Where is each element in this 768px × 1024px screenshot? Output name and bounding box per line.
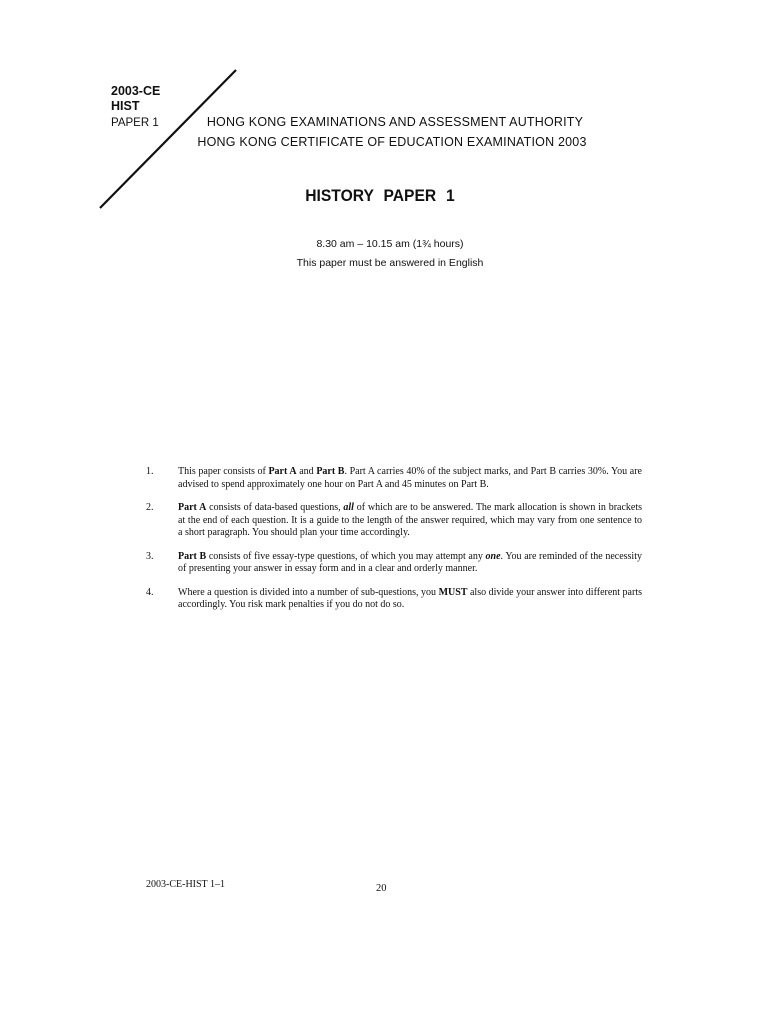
- instruction-item: [146, 466, 642, 491]
- instruction-segment: of which are to be answered. The mark allocation is shown in brackets at the end of each question. It is a guide to the length of the answer required, which may vary from one sentence to a short paragraph. You should plan your time accordingly.: [178, 502, 643, 538]
- subject-code: 2003-CE: [111, 84, 161, 98]
- instruction-number: 4.: [146, 586, 154, 598]
- instruction-text: [178, 502, 642, 540]
- instruction-number: 1.: [146, 466, 154, 477]
- instruction-segment: all: [343, 502, 354, 513]
- instruction-segment: Where a question is divided into a number of sub-questions, you: [178, 586, 439, 598]
- instruction-item: [146, 551, 642, 576]
- page-number: 20: [376, 883, 387, 894]
- instruction-number: 2.: [146, 502, 154, 513]
- paper-code-block: [111, 84, 160, 131]
- instruction-segment: Part A: [268, 466, 297, 477]
- instruction-segment: MUST: [438, 586, 468, 598]
- instruction-segment: consists of five essay-type questions, of which you may attempt any: [206, 550, 486, 562]
- instructions-list: [146, 466, 642, 623]
- instruction-segment: Part B: [316, 466, 345, 477]
- exam-time: 8.30 am – 10.15 am (1¾ hours): [316, 238, 464, 250]
- instruction-text: [178, 466, 642, 491]
- instruction-segment: . You are reminded of the necessity of presenting your answer in essay form and in a clear and orderly manner.: [178, 550, 642, 574]
- instruction-text: [178, 587, 642, 612]
- instruction-segment: also divide your answer into different parts accordingly. You risk mark penalties if you do not do so.: [178, 586, 642, 610]
- paper-title: HISTORY PAPER 1: [305, 186, 455, 205]
- instruction-segment: Part A: [178, 502, 207, 513]
- language-note: This paper must be answered in English: [296, 257, 484, 269]
- instruction-number: 3.: [146, 550, 154, 562]
- instruction-segment: consists of data-based questions,: [206, 502, 344, 513]
- subject-abbrev: HIST: [111, 99, 140, 113]
- instruction-item: [146, 587, 642, 612]
- instruction-segment: one: [485, 550, 501, 562]
- authority-name: HONG KONG EXAMINATIONS AND ASSESSMENT AUTHORITY: [206, 115, 584, 129]
- instruction-segment: This paper consists of: [178, 466, 269, 477]
- instruction-segment: Part B: [178, 550, 207, 562]
- paper-number: PAPER 1: [111, 117, 159, 129]
- instruction-item: [146, 502, 642, 540]
- footer-code: 2003-CE-HIST 1–1: [146, 879, 225, 890]
- instruction-text: [178, 551, 642, 576]
- examination-name: HONG KONG CERTIFICATE OF EDUCATION EXAMINATION 2003: [197, 135, 587, 149]
- instruction-segment: . Part A carries 40% of the subject marks, and Part B carries 30%. You are advised to spend approximately one hour on Part A and 45 minutes on Part B.: [178, 466, 642, 490]
- instruction-segment: and: [296, 466, 317, 477]
